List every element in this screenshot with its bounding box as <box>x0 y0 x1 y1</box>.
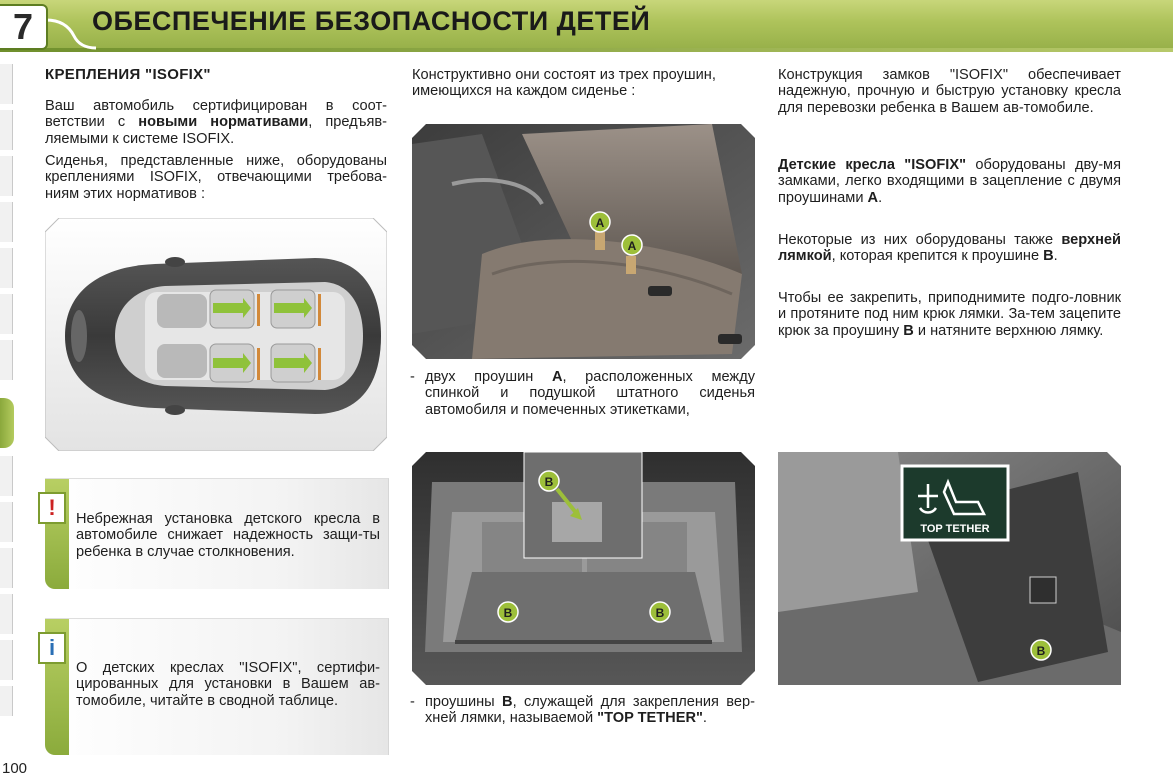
list-dash: - <box>410 694 415 710</box>
chapter-number-badge <box>0 4 48 50</box>
edge-tab[interactable] <box>0 248 13 288</box>
info-icon <box>38 632 66 664</box>
intro-paragraph <box>45 98 387 147</box>
structure-intro: Конструктивно они состоят из трех проушин, имеющихся на каждом сиденье : <box>412 67 716 100</box>
bold-text: B <box>502 694 513 710</box>
bold-text: A <box>867 189 879 206</box>
fastening-instructions <box>778 290 1121 339</box>
text-run: двух проушин <box>425 369 552 385</box>
text-run: , которая крепится к проушине <box>831 248 1044 265</box>
edge-tab[interactable] <box>0 594 13 634</box>
top-tether-label: TOP TETHER <box>920 523 990 535</box>
edge-tab[interactable] <box>0 64 13 104</box>
anchor-b-label: B <box>544 475 554 489</box>
top-tether-image <box>778 452 1121 685</box>
edge-tab[interactable] <box>0 502 13 542</box>
info-text: О детских креслах "ISOFIX", сертифи-цированных для установки в Вашем ав-томобиле, читайте в сводной таблице. <box>76 660 380 709</box>
text-run: . <box>702 710 707 727</box>
bold-text: верхней лямкой <box>778 232 1121 265</box>
warning-note <box>45 478 389 589</box>
chapter-number: 7 <box>12 6 34 47</box>
edge-tab[interactable] <box>0 294 13 334</box>
bold-text: B <box>903 322 914 339</box>
exclamation-icon <box>38 492 66 524</box>
edge-tab[interactable] <box>0 548 13 588</box>
text-run: проушины <box>425 694 503 710</box>
edge-tab[interactable] <box>0 202 13 242</box>
edge-tab[interactable] <box>0 156 13 196</box>
bold-text: Детские кресла "ISOFIX" <box>778 157 966 173</box>
icon-glyph: ! <box>48 495 56 520</box>
bold-text: "TOP TETHER" <box>597 710 703 727</box>
text-run: , предъяв-ляемыми к системе ISOFIX. <box>45 114 388 147</box>
anchor-a-label: A <box>627 239 637 253</box>
text-run: . <box>878 189 883 206</box>
top-strap-paragraph <box>778 232 1121 265</box>
header-underline <box>0 48 1173 52</box>
seats-paragraph: Сиденья, представленные ниже, оборудованы креплениями ISOFIX, отвечающими требова-ниям этих нормативов : <box>45 153 387 202</box>
bold-text: новыми нормативами <box>138 114 309 131</box>
bold-text: A <box>551 369 563 385</box>
warning-text: Небрежная установка детского кресла в автомобиле снижает надежность защи-ты ребенка в случае столкновения. <box>76 511 380 560</box>
edge-tab[interactable] <box>0 340 13 380</box>
list-item-anchors-a <box>410 369 755 418</box>
icon-glyph: i <box>48 635 56 660</box>
header-swoosh <box>46 18 96 52</box>
edge-tab[interactable] <box>0 110 13 150</box>
anchor-a-label: A <box>595 216 605 230</box>
section-title: КРЕПЛЕНИЯ "ISOFIX" <box>45 66 211 83</box>
car-top-view-image <box>45 218 387 451</box>
info-note <box>45 618 389 755</box>
anchor-b-label: B <box>655 606 665 620</box>
text-run: , расположенных между спинкой и подушкой штатного сиденья автомобиля и помеченных этикетками, <box>425 369 755 418</box>
lock-design-paragraph: Конструкция замков "ISOFIX" обеспечивает надежную, прочную и быструю установку кресла для перевозки ребенка в Вашем ав-томобиле. <box>778 67 1121 116</box>
bold-text: B <box>1043 248 1054 265</box>
trunk-image <box>412 452 755 685</box>
text-run: . <box>1053 248 1058 265</box>
edge-tab[interactable] <box>0 456 13 496</box>
anchor-b-label: B <box>503 606 513 620</box>
text-run: Чтобы ее закрепить, приподнимите подго-ловник и протяните под ним крюк лямки. За-тем зацепите крюк за проушину <box>778 290 1121 339</box>
edge-tab[interactable] <box>0 640 13 680</box>
isofix-seats-paragraph <box>778 157 1121 206</box>
page-number: 100 <box>2 760 28 777</box>
list-dash: - <box>410 369 415 385</box>
rear-seat-image <box>412 124 755 359</box>
text-run: Ваш автомобиль сертифицирован в соот-ветствии с <box>45 98 387 131</box>
text-run: оборудованы дву-мя замками, легко входящими в зацепление с двумя проушинами <box>778 157 1121 206</box>
edge-tab-active[interactable] <box>0 398 14 448</box>
list-item-anchor-b <box>410 694 755 727</box>
text-run: и натяните верхнюю лямку. <box>913 322 1104 339</box>
edge-tab[interactable] <box>0 686 13 716</box>
text-run: , служащей для закрепления вер-хней лямки, называемой <box>425 694 755 727</box>
anchor-b-label: B <box>1036 644 1046 658</box>
text-run: Некоторые из них оборудованы также <box>778 232 1062 248</box>
chapter-title: ОБЕСПЕЧЕНИЕ БЕЗОПАСНОСТИ ДЕТЕЙ <box>92 6 651 36</box>
